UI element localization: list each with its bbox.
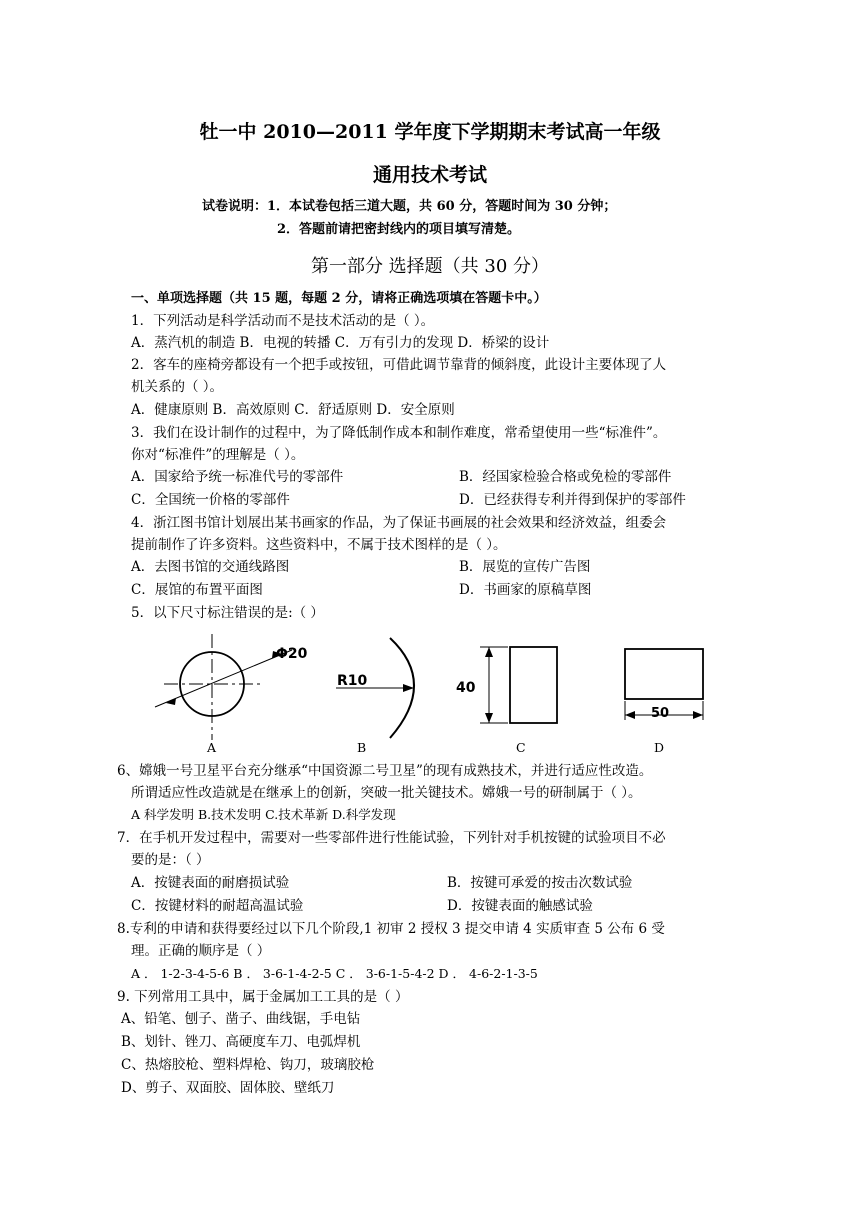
fig-c-dimension: 40 xyxy=(456,680,476,696)
q4-stem-1: 4．浙江图书馆计划展出某书画家的作品，为了保证书画展的社会效果和经济效益，组委会 xyxy=(131,515,667,531)
q3-stem-2: 你对“标准件”的理解是（ ）。 xyxy=(131,447,305,463)
fig-a-dimension: Φ20 xyxy=(276,646,308,662)
q8-stem-2: 理。正确的顺序是（ ） xyxy=(131,943,271,959)
figure-label-d: D xyxy=(654,740,665,755)
q7-option-b: B．按键可承爱的按击次数试验 xyxy=(447,875,633,891)
figure-label-a: A xyxy=(207,740,217,755)
q3-option-b: B．经国家检验合格或免检的零部件 xyxy=(459,469,672,485)
q8-options: A ． 1-2-3-4-5-6 B ． 3-6-1-4-2-5 C ． 3-6-1-5-4-2 D ． 4-6-2-1-3-5 xyxy=(131,966,538,981)
q2-options: A．健康原则 B．高效原则 C．舒适原则 D．安全原则 xyxy=(131,402,455,418)
exam-note-2: 2．答题前请把密封线内的项目填写清楚。 xyxy=(277,222,521,237)
q7-stem-2: 要的是：（ ） xyxy=(131,852,210,868)
q1-stem: 1．下列活动是科学活动而不是技术活动的是（ ）。 xyxy=(131,313,435,329)
q2-stem-2: 机关系的（ ）。 xyxy=(131,379,224,395)
q9-option-a: A、铅笔、刨子、凿子、曲线锯，手电钻 xyxy=(121,1011,361,1027)
q4-option-d: D．书画家的原稿草图 xyxy=(459,582,592,598)
q7-option-c: C．按键材料的耐超高温试验 xyxy=(131,898,304,914)
q8-stem-1: 8.专利的申请和获得要经过以下几个阶段,1 初审 2 授权 3 提交申请 4 实质审查 5 公布 6 受 xyxy=(117,921,665,937)
q7-stem-1: 7．在手机开发过程中，需要对一些零部件进行性能试验，下列针对手机按键的试验项目不必 xyxy=(117,830,666,846)
q4-option-b: B．展览的宣传广告图 xyxy=(459,559,591,575)
part1-title: 第一部分 选择题（共 30 分） xyxy=(310,256,550,277)
q6-stem-2: 所谓适应性改造就是在继承上的创新，突破一批关键技术。嫦娥一号的研制属于（ ）。 xyxy=(131,785,642,801)
q4-stem-2: 提前制作了许多资料。这些资料中，不属于技术图样的是（ ）。 xyxy=(131,537,507,553)
q1-options: A．蒸汽机的制造 B．电视的转播 C．万有引力的发现 D．桥梁的设计 xyxy=(131,335,550,351)
q9-option-c: C、热熔胶枪、塑料焊枪、钩刀，玻璃胶枪 xyxy=(121,1057,375,1073)
q3-option-a: A．国家给予统一标准代号的零部件 xyxy=(131,469,344,485)
exam-note-1: 试卷说明：1．本试卷包括三道大题，共 60 分，答题时间为 30 分钟； xyxy=(202,199,617,214)
q4-option-a: A．去图书馆的交通线路图 xyxy=(131,559,290,575)
q9-option-b: B、划针、锉刀、高硬度车刀、电弧焊机 xyxy=(121,1034,361,1050)
q3-option-c: C．全国统一价格的零部件 xyxy=(131,492,290,508)
q7-option-d: D．按键表面的触感试验 xyxy=(447,898,593,914)
q9-stem: 9. 下列常用工具中，属于金属加工工具的是（ ） xyxy=(117,989,409,1005)
q2-stem-1: 2．客车的座椅旁都设有一个把手或按钮，可借此调节靠背的倾斜度，此设计主要体现了人 xyxy=(131,357,667,373)
dimension-figures xyxy=(0,628,860,768)
q6-options: A 科学发明 B.技术发明 C.技术革新 D.科学发现 xyxy=(131,807,396,822)
q9-option-d: D、剪子、双面胶、固体胶、壁纸刀 xyxy=(121,1080,335,1096)
section-title: 一、单项选择题（共 15 题，每题 2 分，请将正确选项填在答题卡中。） xyxy=(131,291,547,306)
figure-b-arc xyxy=(336,638,414,738)
figure-label-b: B xyxy=(357,740,367,755)
q4-option-c: C．展馆的布置平面图 xyxy=(131,582,263,598)
figure-label-c: C xyxy=(516,740,526,755)
figure-c-rect xyxy=(456,647,557,723)
fig-d-dimension: 50 xyxy=(651,706,670,721)
q6-stem-1: 6、嫦娥一号卫星平台充分继承“中国资源二号卫星”的现有成熟技术，并进行适应性改造。 xyxy=(117,763,653,779)
q7-option-a: A．按键表面的耐磨损试验 xyxy=(131,875,290,891)
exam-subtitle: 通用技术考试 xyxy=(372,164,487,186)
q3-stem-1: 3．我们在设计制作的过程中，为了降低制作成本和制作难度，常希望使用一些“标准件”。 xyxy=(131,425,667,441)
q5-stem: 5．以下尺寸标注错误的是:（ ） xyxy=(131,605,324,621)
exam-title: 牡一中 2010—2011 学年度下学期期末考试高一年级 xyxy=(199,121,661,143)
figure-d-rect xyxy=(625,649,703,721)
fig-b-dimension: R10 xyxy=(337,673,368,689)
figure-a-circle xyxy=(155,634,308,740)
q3-option-d: D．已经获得专利并得到保护的零部件 xyxy=(459,492,686,508)
